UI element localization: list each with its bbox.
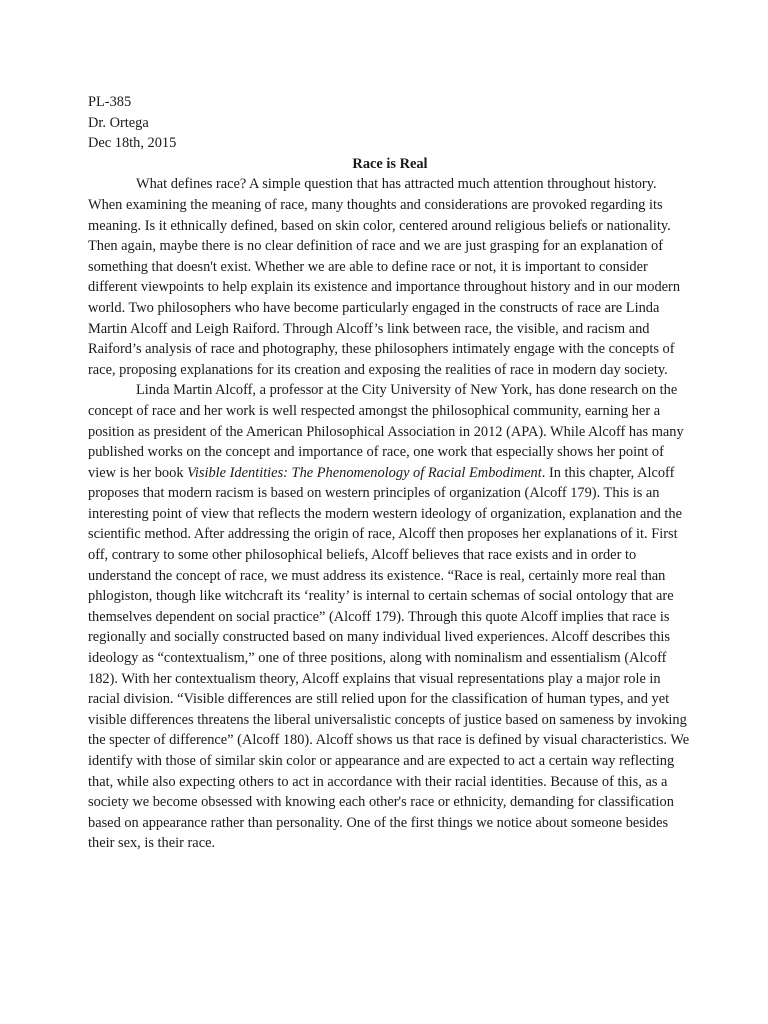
document-page [88, 92, 692, 854]
paragraph-2 [88, 380, 692, 854]
instructor-name: Dr. Ortega [88, 114, 149, 131]
document-title: Race is Real [352, 155, 428, 172]
book-title: Visible Identities: The Phenomenology of Racial Embodiment [187, 464, 542, 481]
paragraph-1: What defines race? A simple question that has attracted much attention throughout history. When examining the meaning of race, many thoughts and considerations are provoked regarding its meaning. Is it ethnically defined, based on skin color, centered around religious beliefs or nationality. Then again, maybe there is no clear definition of race and we are just grasping for an explanation of something that doesn't exist. Whether we are able to define race or not, it is important to consider different viewpoints to help explain its existence and importance throughout history and in our modern world. Two philosophers who have become particularly engaged in the constructs of race are Linda Martin Alcoff and Leigh Raiford. Through Alcoff’s link between race, the visible, and racism and Raiford’s analysis of race and photography, these philosophers intimately engage with the concepts of race, proposing explanations for its creation and exposing the realities of race in modern day society. [88, 176, 681, 378]
course-code: PL-385 [88, 94, 132, 110]
document-date: Dec 18th, 2015 [88, 135, 177, 152]
paragraph-2-text-b: . In this chapter, Alcoff proposes that modern racism is based on western principles of organization (Alcoff 179). This is an interesting point of view that reflects the modern western ideology of organization, explanation and the scientific method. After addressing the origin of race, Alcoff then proposes her explanations of it. First off, contrary to some other philosophical beliefs, Alcoff believes that race exists and in order to understand the concept of race, we must address its existence. “Race is real, certainly more real than phlogiston, though like witchcraft its ‘reality’ is internal to certain schemas of social ontology that are themselves dependent on social practice” (Alcoff 179). Through this quote Alcoff implies that race is regionally and socially constructed based on many individual lived experiences. Alcoff describes this ideology as “contextualism,” one of three positions, along with nominalism and essentialism (Alcoff 182). With her contextualism theory, Alcoff explains that visual representations play a major role in racial division. “Visible differences are still relied upon for the classification of human types, and yet visible differences threatens the liberal universalistic concepts of justice based on sameness by invoking the specter of difference” (Alcoff 180). Alcoff shows us that race is defined by visual characteristics. We identify with those of similar skin color or appearance and are expected to act a certain way reflecting that, while also expecting others to act in accordance with their racial identities. Because of this, as a society we become obsessed with knowing each other's race or ethnicity, demanding for classification based on appearance rather than personality. One of the first things we notice about someone besides their sex, is their race. [88, 464, 690, 852]
paragraph-2-text-a: Linda Martin Alcoff, a professor at the City University of New York, has done research on the concept of race and her work is well respected amongst the philosophical community, earning her a position as president of the American Philosophical Association in 2012 (APA). While Alcoff has many published works on the concept and importance of race, one work that especially shows her point of view is her book [88, 382, 684, 481]
